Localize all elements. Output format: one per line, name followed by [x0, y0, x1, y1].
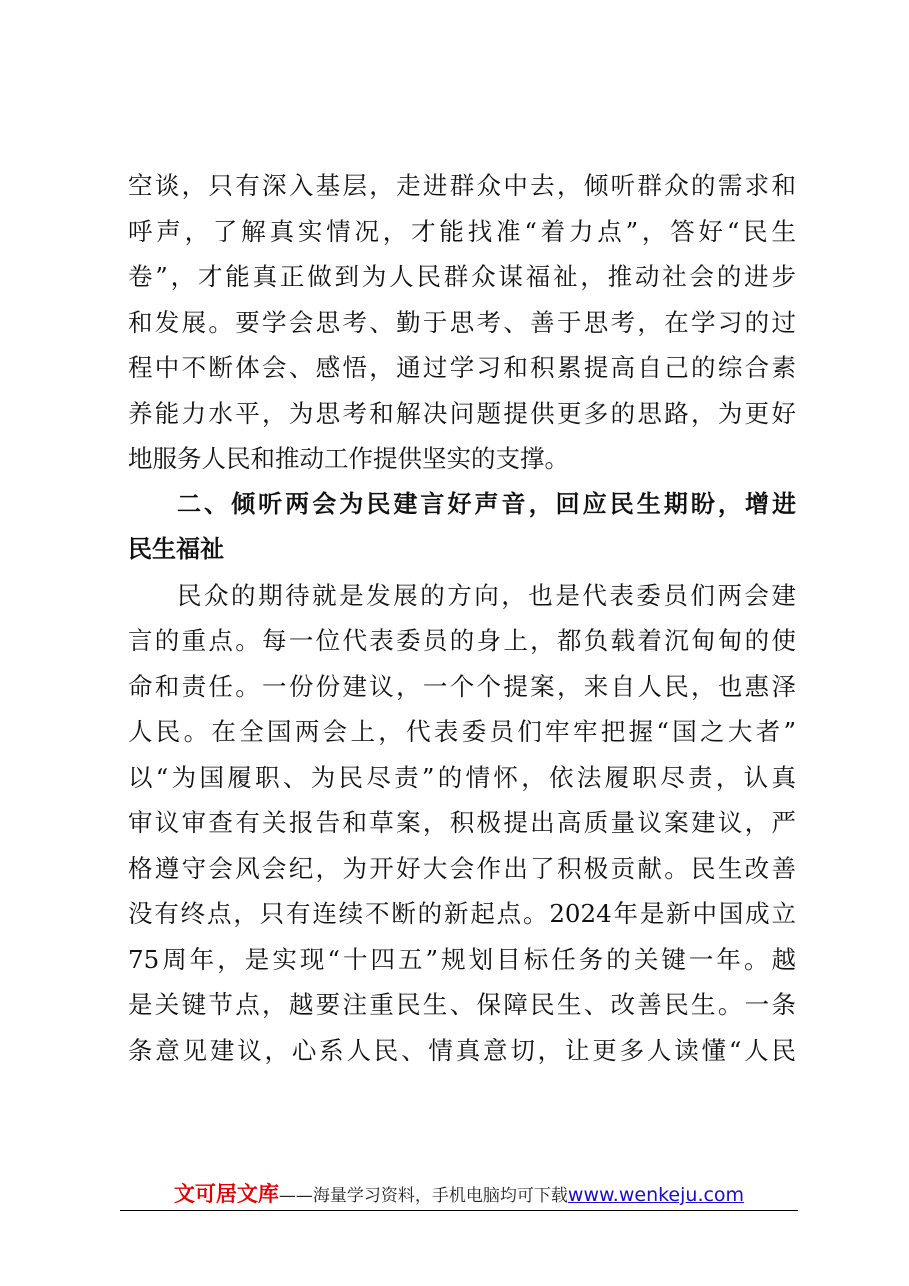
- brand-name: 文可居文库: [173, 1182, 279, 1206]
- paragraph-line: 言的重点。每一位代表委员的身上，都负载着沉甸甸的使: [128, 626, 796, 655]
- paragraph-line: 空谈，只有深入基层，走进群众中去，倾听群众的需求和: [128, 171, 796, 200]
- site-link[interactable]: www.wenkeju.com: [567, 1184, 745, 1206]
- footer-divider: [120, 1210, 798, 1211]
- section-heading: 二、倾听两会为民建言好声音，回应民生期盼，增进: [177, 489, 796, 518]
- footer-tagline: ——海量学习资料，手机电脑均可下载: [278, 1186, 568, 1206]
- paragraph-line: 卷”，才能真正做到为人民群众谋福祉，推动社会的进步: [128, 262, 796, 291]
- paragraph-line: 审议审查有关报告和草案，积极提出高质量议案建议，严: [128, 808, 796, 837]
- paragraph-line: 格遵守会风会纪，为开好大会作出了积极贡献。民生改善: [128, 853, 796, 883]
- paragraph-line: 人民。在全国两会上，代表委员们牢牢把握“国之大者”: [128, 717, 796, 746]
- paragraph-line: 条意见建议，心系人民、情真意切，让更多人读懂“人民: [128, 1035, 796, 1065]
- paragraph-line: 呼声，了解真实情况，才能找准“着力点”，答好“民生: [128, 216, 796, 246]
- paragraph-line: 命和责任。一份份建议，一个个提案，来自人民，也惠泽: [128, 671, 796, 701]
- section-heading: 民生福祉: [128, 535, 224, 563]
- paragraph-line: 地服务人民和推动工作提供坚实的支撑。: [128, 444, 569, 473]
- paragraph-line: 养能力水平，为思考和解决问题提供更多的思路，为更好: [128, 398, 796, 428]
- paragraph-line: 没有终点，只有连续不断的新起点。2024年是新中国成立: [128, 899, 796, 928]
- paragraph-line: 民众的期待就是发展的方向，也是代表委员们两会建: [177, 580, 796, 610]
- document-body: [128, 163, 796, 1073]
- paragraph-line: 程中不断体会、感悟，通过学习和积累提高自己的综合素: [128, 353, 796, 382]
- paragraph-line: 以“为国履职、为民尽责”的情怀，依法履职尽责，认真: [128, 762, 796, 792]
- paragraph-line: 75周年，是实现“十四五”规划目标任务的关键一年。越: [128, 944, 796, 974]
- paragraph-line: 是关键节点，越要注重民生、保障民生、改善民生。一条: [128, 990, 796, 1019]
- paragraph-line: 和发展。要学会思考、勤于思考、善于思考，在学习的过: [128, 307, 796, 337]
- page-footer: [120, 1178, 798, 1214]
